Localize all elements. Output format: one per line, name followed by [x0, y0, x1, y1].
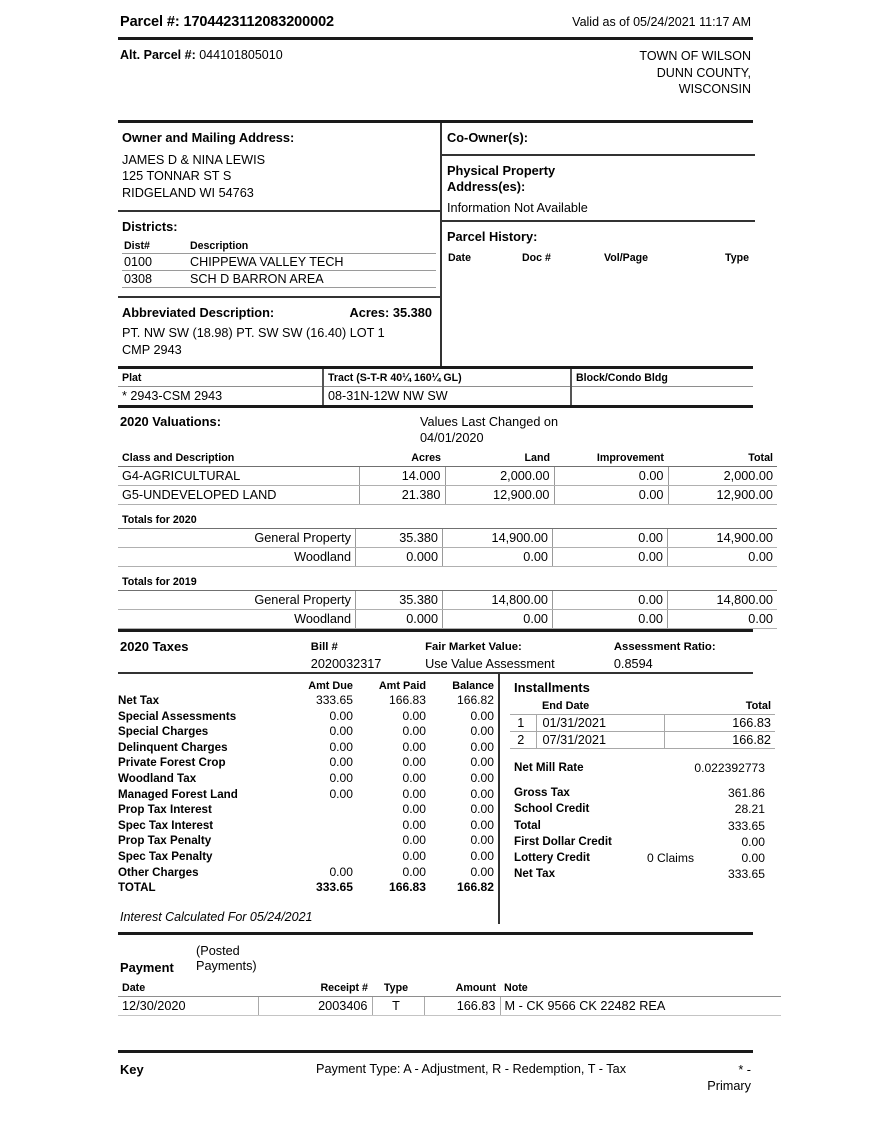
payment-type-legend: Payment Type: A - Adjustment, R - Redemption, T - Tax [316, 1061, 627, 1076]
totals-total: 0.00 [668, 548, 778, 567]
history-col-volpage: Vol/Page [604, 251, 648, 264]
valuations-col-class: Class and Description [122, 452, 235, 464]
valuation-acres: 21.380 [359, 486, 445, 505]
table-row [118, 387, 753, 406]
municipality-town: TOWN OF WILSON [639, 49, 751, 63]
tax-balance: 166.82 [457, 880, 494, 895]
payment-header-row [118, 982, 781, 997]
tax-amt-due: 0.00 [329, 864, 353, 879]
totals-row-label: Woodland [118, 610, 356, 629]
districts-header-row [122, 240, 436, 254]
municipality-block [639, 48, 751, 98]
bill-number-label: Bill # [310, 641, 338, 653]
tax-amt-paid: 0.00 [402, 802, 427, 817]
net-mill-rate-table [510, 760, 765, 776]
owner-street: 125 TONNAR ST S [122, 169, 232, 183]
tax-balance: 0.00 [470, 833, 494, 848]
summary-value: 28.21 [734, 802, 765, 817]
districts-col-dist: Dist# [122, 240, 188, 254]
net-mill-rate-label: Net Mill Rate [514, 761, 584, 774]
payment-subtitle-line1: (Posted [196, 943, 240, 958]
tax-amt-due: 0.00 [329, 739, 353, 754]
summary-value: 0.00 [741, 834, 765, 849]
net-mill-rate-value: 0.022392773 [694, 761, 765, 775]
summary-label: Net Tax [514, 867, 556, 881]
plat-tract-table [118, 369, 753, 405]
tax-amt-paid: 0.00 [402, 708, 427, 723]
tax-amt-due [284, 818, 357, 834]
districts-section [118, 212, 440, 288]
assessment-ratio-label: Assessment Ratio: [613, 641, 716, 653]
table-row [510, 818, 765, 834]
tax-item-label: TOTAL [118, 881, 156, 895]
summary-value: 361.86 [728, 786, 765, 801]
table-row [118, 529, 777, 548]
district-number: 0308 [122, 271, 188, 288]
tax-amt-due [284, 802, 357, 818]
payment-amount: 166.83 [424, 996, 500, 1015]
totals-2020-table [118, 528, 777, 567]
table-row [118, 996, 781, 1015]
valuations-header-row [118, 452, 777, 467]
tax-amt-due: 0.00 [329, 786, 353, 801]
bill-number-block [311, 639, 425, 672]
totals-2019-table [118, 590, 777, 629]
assessment-ratio-block [614, 639, 751, 672]
totals-land: 14,800.00 [443, 591, 553, 610]
valuation-total: 2,000.00 [668, 467, 777, 486]
plat-col-block-condo: Block/Condo Bldg [571, 369, 753, 387]
summary-mid: 0 Claims [646, 851, 694, 866]
physical-address-value: Information Not Available [447, 200, 588, 215]
table-row [122, 254, 436, 271]
abbreviated-description-section [118, 298, 440, 366]
tax-item-label: Special Assessments [118, 709, 237, 723]
totals-acres: 35.380 [356, 591, 443, 610]
districts-table [122, 240, 436, 288]
tax-balance: 0.00 [470, 708, 494, 723]
document-header [118, 0, 753, 37]
tax-amt-due: 0.00 [329, 708, 353, 723]
totals-acres: 0.000 [356, 610, 443, 629]
totals-land: 14,900.00 [443, 529, 553, 548]
table-row [118, 755, 498, 771]
table-row [510, 785, 765, 801]
payment-col-date: Date [118, 982, 258, 997]
tax-amt-due: 0.00 [329, 724, 353, 739]
totals-improvement: 0.00 [553, 529, 668, 548]
page-title: Parcel #: 1704423112083200002 [120, 14, 335, 30]
installment-total: 166.82 [664, 732, 775, 749]
district-description: CHIPPEWA VALLEY TECH [188, 254, 436, 271]
summary-mid [632, 866, 700, 882]
tax-amt-due: 333.65 [315, 693, 353, 707]
table-row [118, 802, 498, 818]
parcel-history-empty-area [447, 266, 750, 344]
valuations-col-total: Total [748, 452, 773, 464]
installment-total: 166.83 [664, 715, 775, 732]
taxes-title: 2020 Taxes [120, 639, 189, 654]
summary-mid [632, 818, 700, 834]
valuations-header [118, 408, 753, 446]
payment-note: M - CK 9566 CK 22482 REA [500, 996, 781, 1015]
physical-address-section [442, 156, 755, 220]
values-last-changed [420, 414, 558, 446]
tax-amt-paid: 0.00 [402, 755, 427, 770]
totals-total: 14,900.00 [668, 529, 778, 548]
summary-label: Gross Tax [514, 786, 570, 800]
totals-2020-label: Totals for 2020 [122, 514, 197, 526]
owner-and-property-block [118, 123, 753, 367]
table-row [118, 486, 777, 505]
table-row [510, 834, 765, 850]
tax-amt-paid: 0.00 [402, 848, 427, 863]
municipality-county: DUNN COUNTY, [656, 65, 751, 80]
acres-value: Acres: 35.380 [349, 305, 432, 320]
table-row [118, 724, 498, 740]
table-row [510, 866, 765, 882]
valid-as-of-timestamp: Valid as of 05/24/2021 11:17 AM [572, 15, 751, 29]
tax-item-label: Spec Tax Interest [118, 818, 214, 832]
valuation-land: 2,000.00 [445, 467, 554, 486]
payment-date: 12/30/2020 [118, 996, 258, 1015]
summary-label: Total [514, 818, 541, 832]
tax-amt-paid: 0.00 [402, 817, 427, 832]
table-row [118, 833, 498, 849]
summary-value: 333.65 [728, 867, 765, 882]
tax-amounts-column [118, 674, 498, 924]
tax-amt-due: 0.00 [329, 770, 353, 785]
installments-col-end-date: End Date [542, 700, 590, 712]
payment-receipt: 2003406 [258, 996, 372, 1015]
plat-header-row [118, 369, 753, 387]
totals-land: 0.00 [443, 548, 553, 567]
tax-amounts-table [118, 680, 498, 896]
owner-mailing-address-section [118, 123, 440, 211]
plat-col-plat: Plat [122, 372, 142, 384]
valuations-col-improvement: Improvement [596, 452, 664, 464]
tax-item-label: Prop Tax Penalty [118, 834, 212, 848]
summary-value: 333.65 [728, 818, 765, 833]
tax-balance: 0.00 [470, 817, 494, 832]
tax-amt-paid: 0.00 [402, 770, 427, 785]
abbrev-line-2: CMP 2943 [122, 342, 182, 357]
tax-amt-paid: 0.00 [402, 786, 427, 801]
totals-total: 14,800.00 [668, 591, 778, 610]
summary-mid [632, 785, 700, 801]
key-label: Key [120, 1061, 144, 1077]
tax-balance: 0.00 [470, 864, 494, 879]
totals-row-label: General Property [118, 529, 356, 548]
payment-col-type: Type [372, 982, 424, 997]
totals-improvement: 0.00 [553, 610, 668, 629]
tax-item-label: Private Forest Crop [118, 756, 226, 770]
alt-parcel-row [118, 40, 753, 98]
installments-title: Installments [514, 680, 590, 695]
abbrev-section-title: Abbreviated Description: [122, 305, 275, 320]
abbrev-line-1: PT. NW SW (18.98) PT. SW SW (16.40) LOT 1 [122, 326, 385, 340]
valuation-improvement: 0.00 [554, 486, 668, 505]
owner-name: JAMES D & NINA LEWIS [122, 152, 266, 167]
co-owner-section-title: Co-Owner(s): [447, 129, 529, 145]
interest-calculated-note: Interest Calculated For 05/24/2021 [120, 909, 313, 924]
owner-city-state-zip: RIDGELAND WI 54763 [122, 185, 254, 200]
table-row [122, 271, 436, 288]
tax-item-label: Special Charges [118, 725, 209, 739]
installments-column [498, 674, 771, 924]
tax-col-amt-due: Amt Due [308, 680, 353, 692]
parcel-history-title: Parcel History: [447, 228, 538, 244]
installment-number: 1 [510, 715, 536, 732]
totals-improvement: 0.00 [553, 548, 668, 567]
totals-improvement: 0.00 [553, 591, 668, 610]
left-column [118, 123, 440, 367]
tax-amt-due: 0.00 [329, 755, 353, 770]
fair-market-value-block [425, 639, 614, 672]
table-row [118, 610, 777, 629]
primary-note [689, 1062, 751, 1094]
tax-item-label: Managed Forest Land [118, 787, 238, 801]
tax-col-amt-paid: Amt Paid [378, 680, 427, 692]
tax-amt-due [284, 833, 357, 849]
table-row [510, 801, 765, 817]
valuation-total: 12,900.00 [668, 486, 777, 505]
abbrev-header-row [122, 305, 436, 320]
valuations-col-acres: Acres [411, 452, 441, 464]
assessment-ratio-value: 0.8594 [613, 656, 653, 671]
table-row [118, 771, 498, 787]
district-description: SCH D BARRON AREA [188, 271, 436, 288]
payment-empty-area [118, 1016, 753, 1050]
municipality-state: WISCONSIN [678, 82, 751, 96]
values-last-changed-label: Values Last Changed on [420, 415, 559, 429]
payment-header [118, 935, 753, 975]
parcel-history-section [442, 222, 755, 344]
summary-value: 0.00 [741, 851, 765, 866]
totals-row-label: General Property [118, 591, 356, 610]
installments-header-row [510, 700, 775, 715]
table-row [118, 467, 777, 486]
plat-col-tract: Tract (S-T-R 40¼ 160¼ GL) [323, 369, 571, 387]
installments-table [510, 700, 775, 749]
alt-parcel-label: Alt. Parcel #: [120, 48, 196, 62]
table-row [118, 818, 498, 834]
summary-label: School Credit [514, 802, 590, 816]
totals-row-label: Woodland [118, 548, 356, 567]
key-footer [118, 1053, 753, 1094]
tax-item-label: Other Charges [118, 865, 199, 879]
tax-summary-table [510, 785, 765, 882]
table-row [118, 709, 498, 725]
tax-balance: 166.82 [457, 693, 494, 707]
payment-col-receipt: Receipt # [258, 982, 372, 997]
valuation-acres: 14.000 [359, 467, 445, 486]
bill-number-value: 2020032317 [310, 656, 382, 671]
history-col-date: Date [448, 251, 471, 264]
owner-section-title: Owner and Mailing Address: [122, 129, 295, 145]
tax-amt-paid: 166.83 [389, 693, 427, 707]
taxes-body [118, 674, 771, 924]
tax-col-balance: Balance [452, 680, 494, 692]
installment-end-date: 01/31/2021 [536, 715, 664, 732]
districts-section-title: Districts: [122, 219, 178, 234]
summary-mid [632, 801, 700, 817]
totals-2019-label: Totals for 2019 [122, 576, 197, 588]
tax-amt-due: 333.65 [315, 880, 353, 895]
block-condo-value [571, 387, 753, 406]
tax-balance: 0.00 [470, 755, 494, 770]
payment-col-amount: Amount [424, 982, 500, 997]
summary-label: Lottery Credit [514, 851, 591, 865]
table-row [118, 849, 498, 865]
parcel-report-document [118, 0, 773, 1094]
right-column [440, 123, 755, 367]
payment-subtitle-line2: Payments) [196, 959, 257, 974]
primary-note-line2: Primary [707, 1078, 751, 1093]
table-row [118, 787, 498, 803]
abbrev-description-text [122, 325, 436, 358]
districts-col-description: Description [188, 240, 436, 254]
summary-mid [632, 834, 700, 850]
payment-type: T [372, 996, 424, 1015]
valuation-improvement: 0.00 [554, 467, 668, 486]
valuations-title: 2020 Valuations: [120, 414, 222, 429]
table-row [510, 715, 775, 732]
summary-label: First Dollar Credit [514, 834, 612, 848]
plat-value: * 2943-CSM 2943 [122, 389, 223, 403]
tax-col-item [118, 680, 284, 693]
table-row [118, 591, 777, 610]
totals-land: 0.00 [443, 610, 553, 629]
tax-item-label: Delinquent Charges [118, 740, 228, 754]
totals-total: 0.00 [668, 610, 778, 629]
tax-balance: 0.00 [470, 770, 494, 785]
table-row [510, 850, 765, 866]
valuation-land: 12,900.00 [445, 486, 554, 505]
tax-item-label: Woodland Tax [118, 771, 197, 785]
tax-balance: 0.00 [470, 848, 494, 863]
tax-amt-paid: 0.00 [402, 833, 427, 848]
tax-item-label: Spec Tax Penalty [118, 849, 213, 863]
payment-col-note: Note [500, 982, 781, 997]
history-col-type: Type [725, 251, 749, 264]
fair-market-value-label: Fair Market Value: [425, 641, 522, 653]
tax-amounts-header-row [118, 680, 498, 693]
fair-market-value-value: Use Value Assessment [425, 656, 555, 671]
table-row [118, 740, 498, 756]
payment-section-title: Payment [120, 959, 174, 975]
co-owner-section [442, 123, 755, 154]
table-row [118, 865, 498, 881]
taxes-header [118, 632, 753, 672]
table-row [118, 548, 777, 567]
parcel-history-table [447, 251, 750, 266]
physical-address-title: Physical Property Address(es): [447, 162, 556, 194]
payment-table [118, 982, 781, 1016]
installment-number: 2 [510, 732, 536, 749]
payment-subtitle [196, 944, 257, 975]
tax-amt-due [284, 849, 357, 865]
installment-end-date: 07/31/2021 [536, 732, 664, 749]
tax-balance: 0.00 [470, 739, 494, 754]
installments-col-total: Total [745, 700, 771, 712]
tax-balance: 0.00 [470, 724, 494, 739]
tax-balance: 0.00 [470, 786, 494, 801]
table-row [510, 732, 775, 749]
valuations-col-land: Land [524, 452, 550, 464]
tax-item-label: Net Tax [118, 694, 160, 707]
installments-col-num [510, 700, 536, 715]
table-row [118, 693, 498, 709]
totals-acres: 35.380 [356, 529, 443, 548]
district-number: 0100 [122, 254, 188, 271]
tax-amt-paid: 0.00 [402, 724, 427, 739]
valuations-table [118, 452, 777, 505]
tax-amt-paid: 0.00 [402, 864, 427, 879]
totals-acres: 0.000 [356, 548, 443, 567]
history-col-doc: Doc # [522, 251, 551, 264]
valuation-class: G5-UNDEVELOPED LAND [118, 486, 359, 505]
tax-item-label: Prop Tax Interest [118, 803, 212, 817]
primary-note-line1: * - [738, 1062, 751, 1077]
tax-balance: 0.00 [470, 802, 494, 817]
table-row [510, 760, 765, 776]
tract-value: 08-31N-12W NW SW [323, 387, 571, 406]
tax-amt-paid: 166.83 [389, 880, 427, 895]
table-row-total [118, 880, 498, 896]
owner-address [122, 152, 436, 202]
parcel-history-header-row [447, 251, 750, 266]
valuation-class: G4-AGRICULTURAL [118, 467, 359, 486]
values-last-changed-date: 04/01/2020 [420, 431, 484, 445]
tax-amt-paid: 0.00 [402, 739, 427, 754]
alt-parcel-number: Alt. Parcel #: 044101805010 [120, 48, 283, 62]
